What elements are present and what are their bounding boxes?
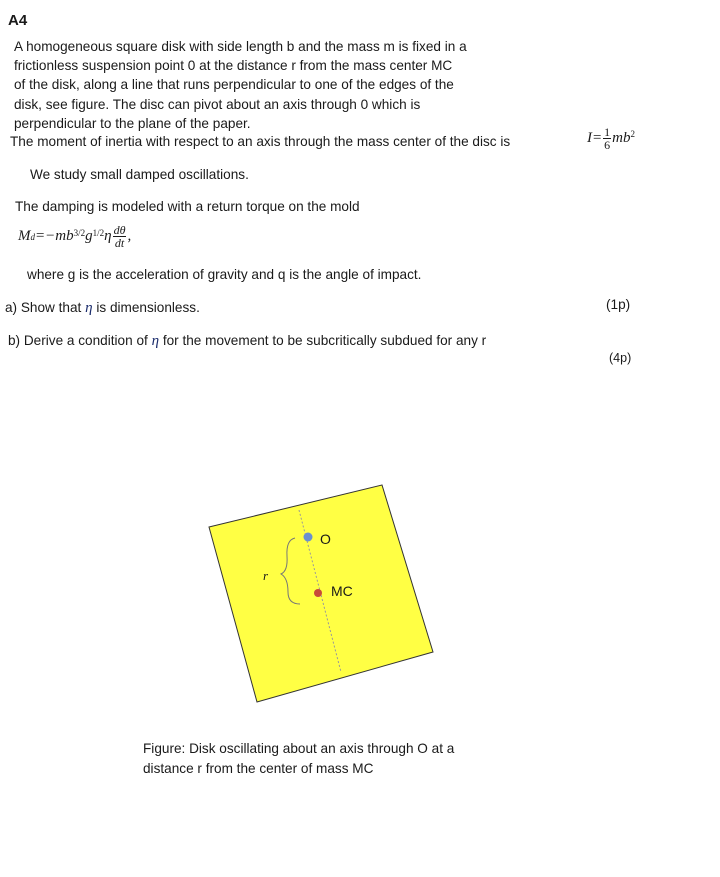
intro-line: perpendicular to the plane of the paper.: [14, 115, 251, 131]
intro-line: disk, see figure. The disc can pivot about an axis through 0 which is: [14, 96, 421, 112]
label-r: r: [263, 568, 269, 583]
torque-subscript: d: [30, 231, 35, 242]
formula-rhs: mb: [612, 130, 631, 146]
figure-caption: [143, 739, 543, 778]
question-b-points: (4p): [609, 351, 632, 365]
mass-center-point: [314, 589, 322, 597]
b-exponent: 3/2: [73, 227, 86, 238]
formula-exponent: 2: [630, 128, 635, 139]
torque-symbol: M: [18, 228, 31, 244]
torque-eq: =−mb: [35, 228, 74, 244]
problem-heading: A4: [8, 12, 28, 29]
label-MC: MC: [331, 583, 353, 599]
where-text: where g is the acceleration of gravity and q is the angle of impact.: [27, 267, 422, 282]
inertia-text: The moment of inertia with respect to an axis through the mass center of the disc is: [10, 134, 511, 149]
fraction-denominator: 6: [604, 138, 611, 152]
question-b-prefix: b) Derive a condition of: [8, 333, 148, 348]
formula-tail: ,: [127, 228, 132, 244]
formula-lhs: I=: [587, 130, 603, 146]
question-a-prefix: a) Show that: [5, 300, 82, 315]
question-a-suffix: is dimensionless.: [96, 300, 200, 315]
g-symbol: g: [85, 228, 93, 244]
caption-line: Figure: Disk oscillating about an axis through O at a: [143, 741, 455, 756]
eta-symbol: η: [104, 228, 112, 244]
intro-line: frictionless suspension point 0 at the distance r from the mass center MC: [14, 58, 453, 74]
fraction-numerator: 1: [604, 125, 611, 139]
g-exponent: 1/2: [92, 227, 105, 238]
eta-symbol: η: [85, 300, 93, 316]
intro-line: A homogeneous square disk with side length b and the mass m is fixed in a: [14, 39, 467, 54]
study-text: We study small damped oscillations.: [30, 167, 249, 182]
damping-text: The damping is modeled with a return torque on the mold: [15, 199, 360, 214]
question-a-points: (1p): [606, 297, 631, 312]
eta-symbol: η: [151, 333, 160, 349]
intro-line: of the disk, along a line that runs perpendicular to one of the edges of the: [14, 77, 454, 93]
question-b-suffix: for the movement to be subcritically subdued for any r: [162, 333, 487, 348]
derivative-denominator: dt: [114, 236, 125, 250]
label-O: O: [320, 531, 331, 547]
pivot-point: [304, 533, 313, 542]
caption-line: distance r from the center of mass MC: [143, 760, 374, 776]
derivative-numerator: dθ: [113, 223, 126, 237]
